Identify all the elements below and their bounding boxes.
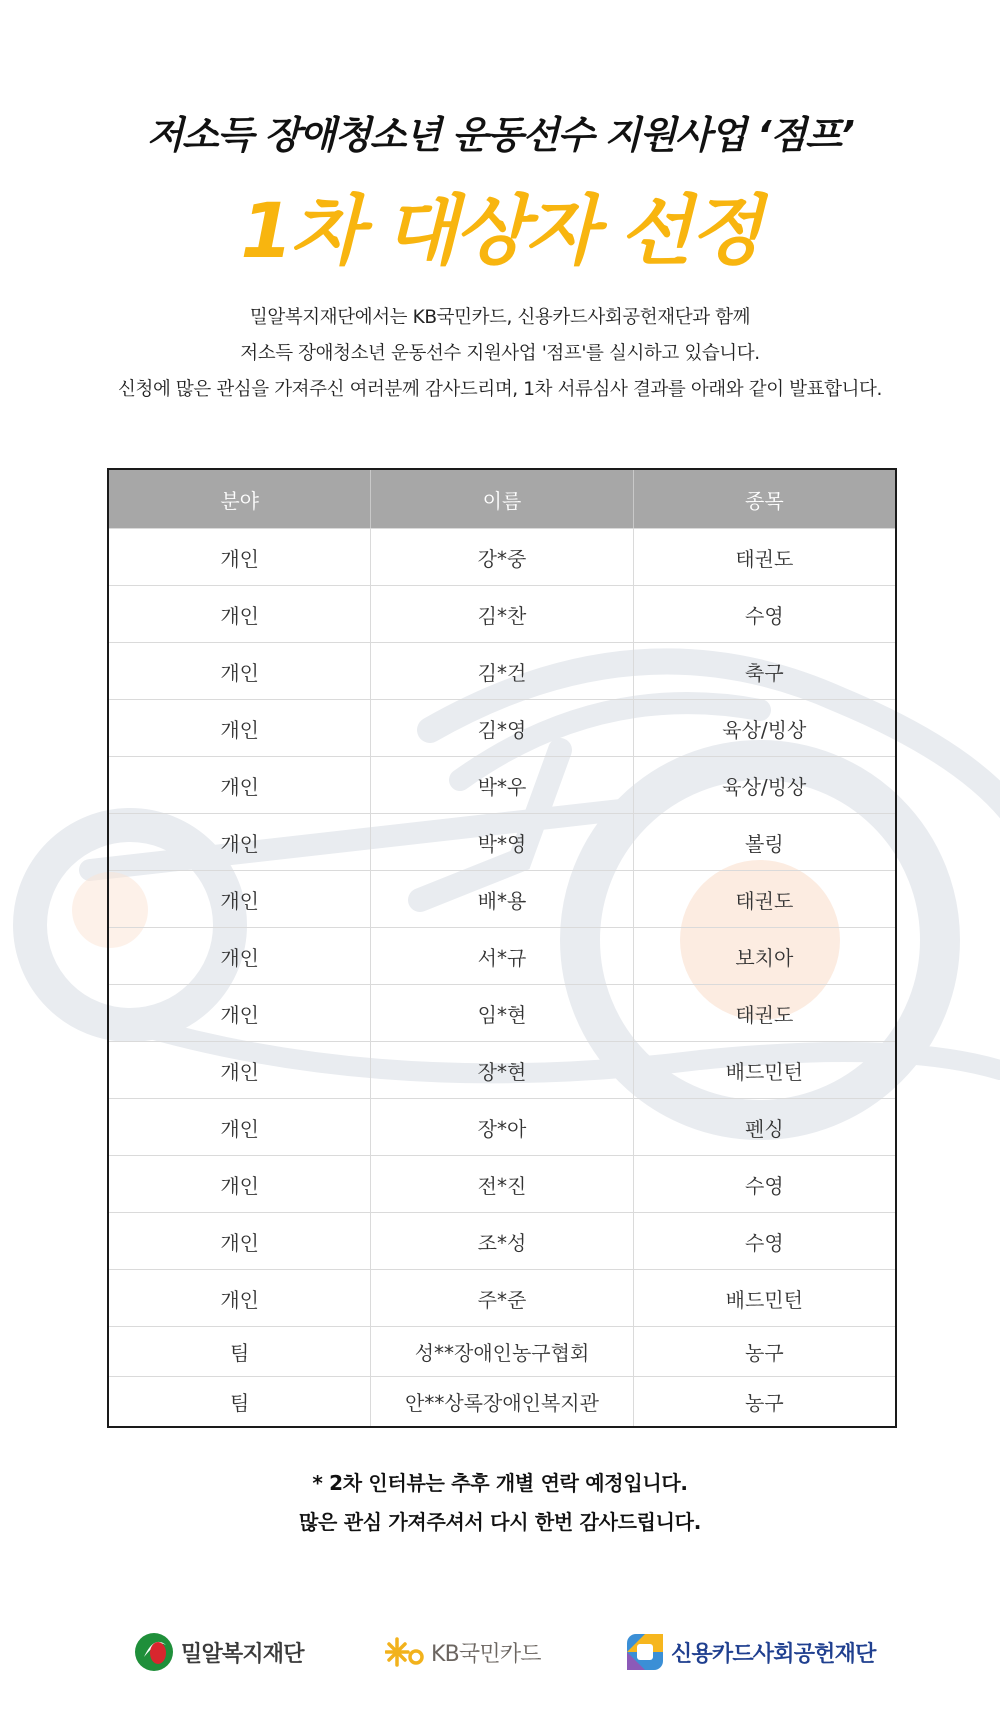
sponsor-logos: [0, 1630, 1000, 1674]
cell-name: 주*준: [371, 1270, 633, 1326]
title-line2: 1차 대상자 선정: [240, 186, 760, 275]
cell-field: 팀: [109, 1377, 371, 1426]
cell-sport: 육상/빙상: [722, 717, 807, 742]
title-line1: 저소득 장애청소년 운동선수 지원사업 ‘점프’: [146, 113, 854, 157]
cell-name: 김*영: [371, 700, 633, 756]
credit-foundation-logo: [625, 1630, 876, 1674]
table-row: [109, 1155, 895, 1212]
intro-line: 신청에 많은 관심을 가져주신 여러분께 감사드리며, 1차 서류심사 결과를 아래와 같이 발표합니다.: [118, 379, 882, 400]
kb-logo: [385, 1630, 541, 1674]
milal-logo: [133, 1630, 304, 1674]
cell-field: 개인: [109, 1213, 371, 1269]
cell-sport: 수영: [745, 1230, 784, 1255]
cell-field: 개인: [109, 1099, 371, 1155]
notice: [0, 1464, 1000, 1542]
cell-field: 개인: [109, 1270, 371, 1326]
table-row: [109, 1376, 895, 1426]
table-row: [109, 927, 895, 984]
table-row: [109, 699, 895, 756]
cell-field: 팀: [109, 1327, 371, 1376]
cell-name: 강*중: [371, 529, 633, 585]
table-row: [109, 870, 895, 927]
cell-sport: 태권도: [735, 546, 794, 571]
cell-name: 김*찬: [371, 586, 633, 642]
cell-name: 박*우: [371, 757, 633, 813]
cell-name: 조*성: [371, 1213, 633, 1269]
table-row: [109, 528, 895, 585]
cell-field: 개인: [109, 643, 371, 699]
cell-field: 개인: [109, 985, 371, 1041]
table-header-row: [109, 470, 895, 528]
foundation-square-icon: [625, 1632, 665, 1672]
credit-foundation-logo-text: 신용카드사회공헌재단: [671, 1641, 876, 1667]
cell-name: 박*영: [371, 814, 633, 870]
cell-field: 개인: [109, 586, 371, 642]
cell-field: 개인: [109, 871, 371, 927]
table-body: [109, 528, 895, 1426]
table-row: [109, 642, 895, 699]
cell-field: 개인: [109, 529, 371, 585]
cell-sport: 배드민턴: [725, 1059, 803, 1084]
table-row: [109, 1041, 895, 1098]
notice-line1: * 2차 인터뷰는 추후 개별 연락 예정입니다.: [312, 1471, 688, 1495]
cell-sport: 수영: [745, 1173, 784, 1198]
cell-field: 개인: [109, 1156, 371, 1212]
cell-name: 서*규: [371, 928, 633, 984]
intro-line: 밀알복지재단에서는 KB국민카드, 신용카드사회공헌재단과 함께: [249, 307, 751, 328]
table-row: [109, 1269, 895, 1326]
table-row: [109, 1212, 895, 1269]
cell-field: 개인: [109, 757, 371, 813]
cell-name: 김*건: [371, 643, 633, 699]
cell-name: 성**장애인농구협회: [371, 1327, 633, 1376]
table-row: [109, 813, 895, 870]
kb-logo-text: KB국민카드: [431, 1641, 541, 1667]
table-row: [109, 1098, 895, 1155]
cell-name: 장*아: [371, 1099, 633, 1155]
cell-name: 안**상록장애인복지관: [371, 1377, 633, 1426]
cell-field: 개인: [109, 814, 371, 870]
cell-sport: 수영: [745, 603, 784, 628]
table-row: [109, 756, 895, 813]
table-row: [109, 984, 895, 1041]
milal-globe-icon: [133, 1631, 175, 1673]
cell-sport: 볼링: [745, 831, 784, 856]
header-sport: 종목: [745, 488, 784, 513]
notice-line2: 많은 관심 가져주셔서 다시 한번 감사드립니다.: [299, 1510, 701, 1534]
table-row: [109, 1326, 895, 1376]
header-field: 분야: [109, 470, 371, 528]
cell-name: 배*용: [371, 871, 633, 927]
header-name: 이름: [371, 470, 633, 528]
cell-name: 장*현: [371, 1042, 633, 1098]
cell-field: 개인: [109, 928, 371, 984]
cell-sport: 배드민턴: [725, 1287, 803, 1312]
milal-logo-text: 밀알복지재단: [181, 1641, 304, 1667]
cell-sport: 농구: [745, 1391, 784, 1415]
cell-sport: 농구: [745, 1341, 784, 1365]
intro-line: 저소득 장애청소년 운동선수 지원사업 '점프'를 실시하고 있습니다.: [240, 343, 760, 364]
cell-sport: 태권도: [735, 888, 794, 913]
cell-sport: 육상/빙상: [722, 774, 807, 799]
intro-text: [0, 300, 1000, 408]
cell-sport: 펜싱: [745, 1116, 784, 1141]
cell-sport: 보치아: [735, 945, 794, 970]
cell-field: 개인: [109, 1042, 371, 1098]
cell-sport: 축구: [745, 660, 784, 685]
selection-table: [107, 468, 897, 1428]
cell-name: 전*진: [371, 1156, 633, 1212]
cell-sport: 태권도: [735, 1002, 794, 1027]
cell-field: 개인: [109, 700, 371, 756]
table-row: [109, 585, 895, 642]
kb-star-icon: [385, 1635, 425, 1669]
cell-name: 임*현: [371, 985, 633, 1041]
